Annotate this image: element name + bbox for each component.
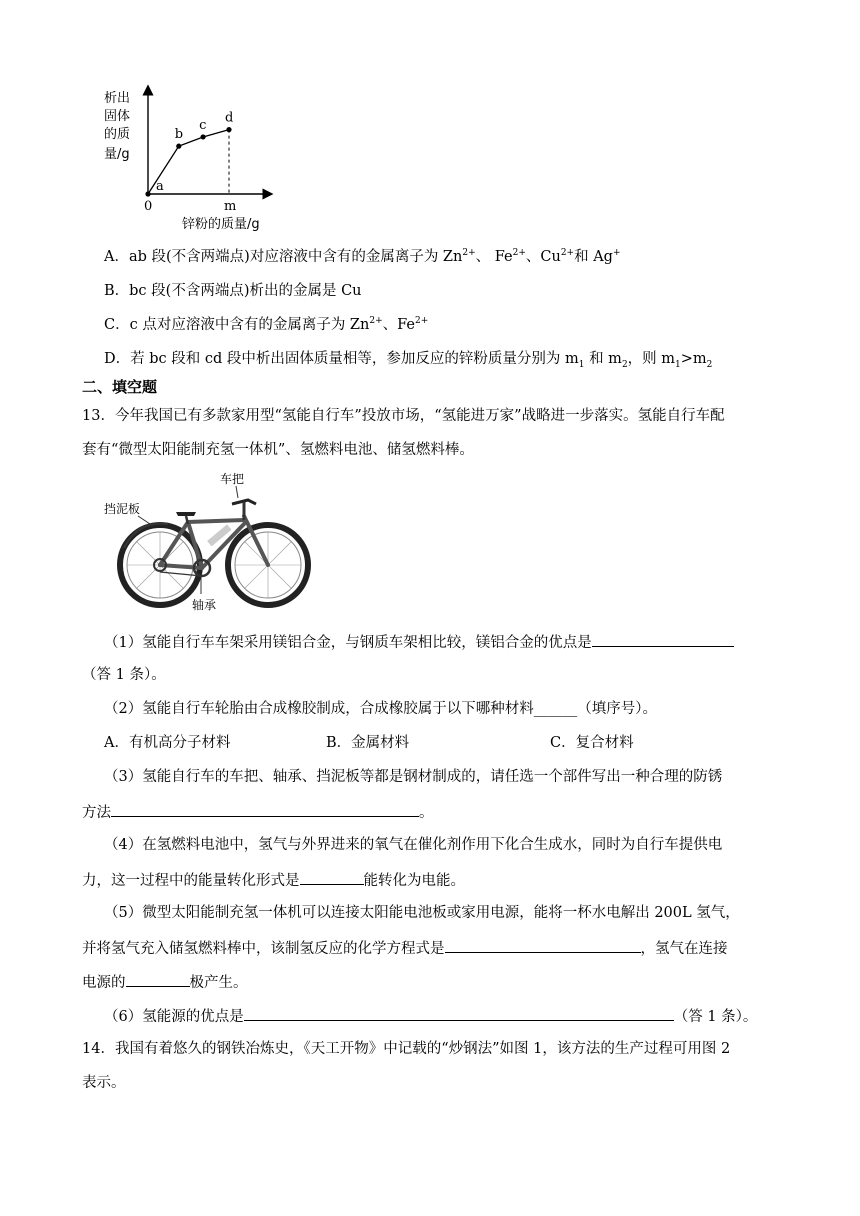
q12-option-b: B．bc 段(不含两端点)析出的金属是 Cu [104, 283, 362, 299]
q13-stem-line-2: 套有“微型太阳能制充氢一体机”、氢燃料电池、储氢燃料棒。 [82, 442, 474, 458]
chart-ylabel-line-4: 量/g [104, 147, 130, 162]
chart-point-c [200, 134, 205, 139]
q13-part2-option-c: C．复合材料 [550, 735, 634, 751]
q13-part2-option-b: B．金属材料 [326, 735, 410, 751]
q13-part5-electrode-blank[interactable] [126, 971, 190, 987]
q13-part2-line: （2）氢能自行车轮胎由合成橡胶制成，合成橡胶属于以下哪种材料______（填序号）。 [104, 701, 657, 717]
bike-label-fender: 挡泥板 [104, 502, 141, 516]
bike-label-handlebar: 车把 [220, 472, 245, 486]
chart-point-label-d: d [225, 110, 234, 126]
q13-part3-line-2: 方法 。 [82, 801, 434, 823]
q13-part6-line: （6）氢能源的优点是 （答 1 条）。 [104, 1005, 757, 1027]
q13-part3-answer-blank[interactable] [111, 801, 419, 817]
q12-option-a: A．ab 段(不含两端点)对应溶液中含有的金属离子为 $Zn^{2+}$、 $Fe^{2+}$、$Cu^{2+}$和 Ag+ [104, 248, 621, 265]
chart-ylabel-line-1: 析出 [104, 91, 131, 106]
q12-option-d: D．若 bc 段和 cd 段中析出固体质量相等，参加反应的锌粉质量分别为 $m_1$ 和 $m_2$，则 $m_1>m_2$ [104, 351, 713, 370]
q13-part4-line-1: （4）在氢燃料电池中，氢气与外界进来的氧气在催化剂作用下化合生成水，同时为自行车提供电 [104, 837, 723, 853]
q12-option-c: C．c 点对应溶液中含有的金属离子为 $Zn^{2+}$、$Fe^{2+}$ [104, 316, 429, 333]
chart-point-d [226, 127, 231, 132]
bicycle-figure [98, 470, 314, 616]
section-heading: 二、填空题 [82, 378, 158, 396]
chart-ylabel-line-3: 的质 [104, 127, 131, 142]
chart-point-label-c: c [199, 117, 207, 133]
q13-part4-line-2: 力，这一过程中的能量转化形式是 能转化为电能。 [82, 869, 465, 891]
chart-point-a [145, 191, 150, 196]
q14-stem-line-2: 表示。 [82, 1075, 126, 1091]
chart-ylabel-line-2: 固体 [104, 109, 131, 124]
q13-part6-answer-blank[interactable] [244, 1005, 674, 1021]
q13-stem-line-1: 13．今年我国已有多款家用型“氢能自行车”投放市场，“氢能进万家”战略进一步落实。氢能自行车配 [82, 408, 725, 424]
q13-part1-line-1: （1）氢能自行车车架采用镁铝合金，与钢质车架相比较，镁铝合金的优点是 [104, 631, 734, 653]
q14-stem-line-1: 14．我国有着悠久的钢铁冶炼史，《天工开物》中记载的“炒钢法”如图 1，该方法的生产过程可用图 2 [82, 1041, 731, 1057]
chart-point-label-a: a [156, 179, 164, 194]
q13-part5-line-2: 并将氢气充入储氢燃料棒中，该制氢反应的化学方程式是 ，氢气在连接 [82, 937, 728, 959]
q13-part5-equation-blank[interactable] [445, 937, 641, 953]
bike-label-bearing: 轴承 [192, 598, 217, 612]
q13-part1-line-2: （答 1 条）。 [82, 667, 166, 683]
chart-origin-label: 0 [144, 199, 153, 214]
chart-point-b [176, 144, 181, 149]
q13-part2-option-a: A．有机高分子材料 [104, 735, 231, 751]
chart-point-label-b: b [174, 127, 184, 143]
q13-part4-answer-blank[interactable] [300, 869, 364, 885]
q13-part3-line-1: （3）氢能自行车的车把、轴承、挡泥板等都是钢材制成的，请任选一个部件写出一种合理的防锈 [104, 769, 723, 785]
chart-x-tick-m: m [224, 199, 237, 214]
zinc-mass-chart [100, 82, 290, 232]
q13-part5-line-1: （5）微型太阳能制充氢一体机可以连接太阳能电池板或家用电源，能将一杯水电解出 200L 氢气， [104, 905, 740, 921]
q13-part1-answer-blank[interactable] [592, 631, 734, 647]
bicycle-icon [98, 470, 314, 616]
chart-xlabel: 锌粉的质量/g [182, 217, 260, 232]
q13-part5-line-3: 电源的 极产生。 [82, 971, 248, 993]
